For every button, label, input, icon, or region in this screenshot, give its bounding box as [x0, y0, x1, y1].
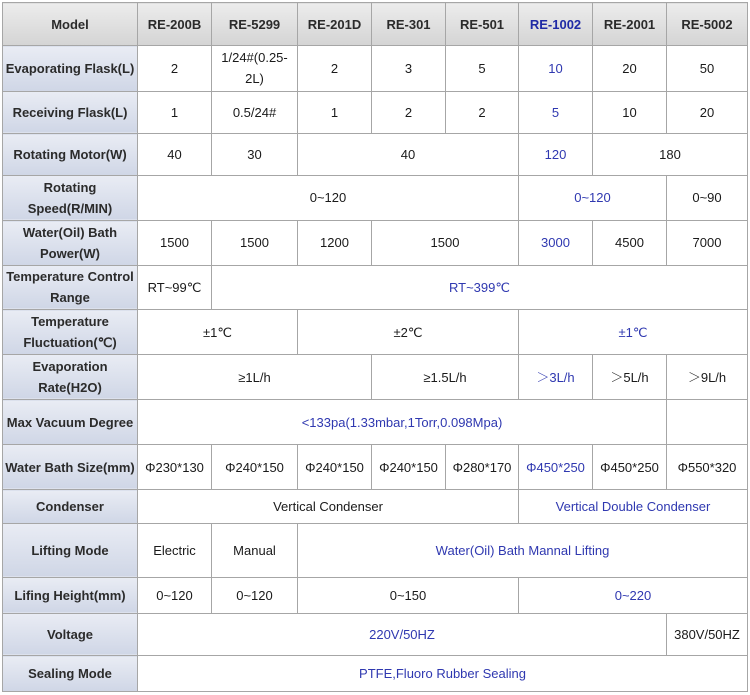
model-header: RE-501 [446, 3, 519, 46]
row-label: Evaporating Flask(L) [3, 46, 138, 92]
row-label: Sealing Mode [3, 656, 138, 692]
table-cell: 20 [593, 46, 667, 92]
table-row [3, 523, 748, 577]
table-cell: 0~120 [138, 577, 212, 613]
table-cell: Vertical Condenser [138, 490, 519, 523]
table-cell: ＞5L/h [593, 354, 667, 400]
table-cell: 0~120 [212, 577, 298, 613]
table-cell: Vertical Double Condenser [519, 490, 748, 523]
table-cell: ±1℃ [519, 310, 748, 355]
table-row [3, 444, 748, 490]
row-label: Voltage [3, 613, 138, 656]
header-row [3, 3, 748, 46]
row-label: Lifting Mode [3, 523, 138, 577]
table-cell: 5 [519, 91, 593, 134]
table-cell: ＞9L/h [667, 354, 748, 400]
table-cell: 1 [298, 91, 372, 134]
table-cell: PTFE,Fluoro Rubber Sealing [138, 656, 748, 692]
table-cell: 2 [138, 46, 212, 92]
table-cell: 2 [446, 91, 519, 134]
row-label: Receiving Flask(L) [3, 91, 138, 134]
model-header: RE-5299 [212, 3, 298, 46]
row-label: Condenser [3, 490, 138, 523]
table-row [3, 310, 748, 355]
row-label: Rotating Speed(R/MIN) [3, 175, 138, 221]
table-cell: 7000 [667, 221, 748, 266]
table-row [3, 265, 748, 310]
table-cell: 3000 [519, 221, 593, 266]
table-cell: 380V/50HZ [667, 613, 748, 656]
row-label: Water Bath Size(mm) [3, 444, 138, 490]
table-cell: 0~150 [298, 577, 519, 613]
table-cell: 1/24#(0.25-2L) [212, 46, 298, 92]
table-cell: ±2℃ [298, 310, 519, 355]
table-cell: 1500 [138, 221, 212, 266]
table-cell: ≥1.5L/h [372, 354, 519, 400]
table-cell: 1500 [212, 221, 298, 266]
table-cell: ＞3L/h [519, 354, 593, 400]
table-cell: 40 [298, 134, 519, 176]
table-row [3, 134, 748, 176]
table-row [3, 46, 748, 92]
table-row [3, 221, 748, 266]
row-label: Lifing Height(mm) [3, 577, 138, 613]
table-cell: Φ450*250 [593, 444, 667, 490]
table-cell: 0.5/24# [212, 91, 298, 134]
row-label: Temperature Control Range [3, 265, 138, 310]
table-cell: Φ240*150 [212, 444, 298, 490]
table-cell: 120 [519, 134, 593, 176]
table-cell: 50 [667, 46, 748, 92]
table-row [3, 490, 748, 523]
table-cell: 0~220 [519, 577, 748, 613]
header-label: Model [3, 3, 138, 46]
row-label: Max Vacuum Degree [3, 400, 138, 445]
model-header: RE-2001 [593, 3, 667, 46]
table-row [3, 354, 748, 400]
table-cell [667, 400, 748, 445]
table-cell: 1500 [372, 221, 519, 266]
row-label: Water(Oil) Bath Power(W) [3, 221, 138, 266]
table-row [3, 91, 748, 134]
table-cell: Φ550*320 [667, 444, 748, 490]
model-header: RE-201D [298, 3, 372, 46]
table-row [3, 656, 748, 692]
table-cell: 220V/50HZ [138, 613, 667, 656]
table-cell: ≥1L/h [138, 354, 372, 400]
model-header: RE-200B [138, 3, 212, 46]
table-cell: 1 [138, 91, 212, 134]
model-header: RE-5002 [667, 3, 748, 46]
model-header: RE-1002 [519, 3, 593, 46]
spec-table [2, 2, 748, 692]
table-row [3, 400, 748, 445]
table-cell: 30 [212, 134, 298, 176]
table-cell: RT~399℃ [212, 265, 748, 310]
table-cell: 0~90 [667, 175, 748, 221]
table-cell: 180 [593, 134, 748, 176]
table-cell: 2 [298, 46, 372, 92]
table-cell: 10 [593, 91, 667, 134]
table-cell: 20 [667, 91, 748, 134]
table-cell: 3 [372, 46, 446, 92]
table-cell: 0~120 [519, 175, 667, 221]
table-cell: Φ280*170 [446, 444, 519, 490]
table-cell: Electric [138, 523, 212, 577]
table-row [3, 175, 748, 221]
table-row [3, 577, 748, 613]
model-header: RE-301 [372, 3, 446, 46]
row-label: Temperature Fluctuation(℃) [3, 310, 138, 355]
table-cell: 2 [372, 91, 446, 134]
table-row [3, 613, 748, 656]
row-label: Rotating Motor(W) [3, 134, 138, 176]
table-cell: 0~120 [138, 175, 519, 221]
table-cell: Φ240*150 [372, 444, 446, 490]
table-cell: Manual [212, 523, 298, 577]
table-cell: Φ450*250 [519, 444, 593, 490]
row-label: Evaporation Rate(H2O) [3, 354, 138, 400]
table-cell: Φ230*130 [138, 444, 212, 490]
table-cell: 40 [138, 134, 212, 176]
table-cell: 4500 [593, 221, 667, 266]
table-cell: 1200 [298, 221, 372, 266]
table-cell: ±1℃ [138, 310, 298, 355]
table-cell: Φ240*150 [298, 444, 372, 490]
table-cell: Water(Oil) Bath Mannal Lifting [298, 523, 748, 577]
table-cell: <133pa(1.33mbar,1Torr,0.098Mpa) [138, 400, 667, 445]
table-cell: RT~99℃ [138, 265, 212, 310]
table-cell: 5 [446, 46, 519, 92]
table-cell: 10 [519, 46, 593, 92]
